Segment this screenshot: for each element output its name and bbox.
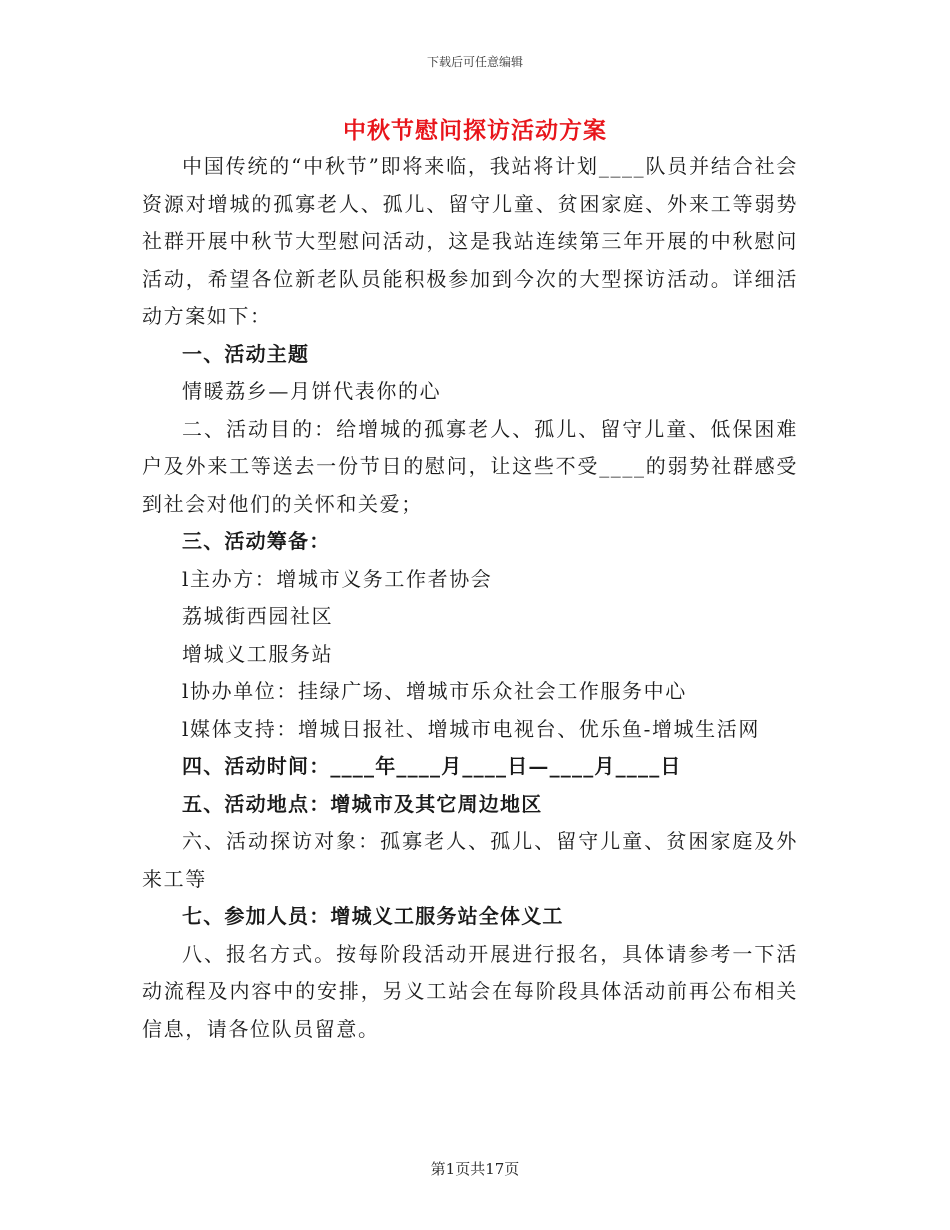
- paragraph-registration: 八、报名方式。按每阶段活动开展进行报名，具体请参考一下活动流程及内容中的安排，另义工站会在每阶段具体活动前再公布相关信息，请各位队员留意。: [142, 941, 798, 1041]
- heading-time: 四、活动时间：____年____月____日—____月____日: [182, 754, 682, 778]
- list-item-media: l媒体支持：增城日报社、增城市电视台、优乐鱼-增城生活网: [182, 716, 760, 741]
- list-item-organizer: l主办方：增城市义务工作者协会: [182, 566, 493, 591]
- paragraph-targets: 六、活动探访对象：孤寡老人、孤儿、留守儿童、贫困家庭及外来工等: [142, 829, 798, 891]
- heading-preparation: 三、活动筹备：: [182, 529, 331, 553]
- paragraph-intro: 中国传统的“中秋节”即将来临，我站将计划____队员并结合社会资源对增城的孤寡老人、孤儿、留守儿童、贫困家庭、外来工等弱势社群开展中秋节大型慰问活动，这是我站连续第三年开展的中秋慰问活动，希望各位新老队员能积极参加到今次的大型探访活动。详细活动方案如下：: [142, 154, 798, 328]
- list-item-organizer-2: 荔城街西园社区: [182, 604, 334, 628]
- heading-theme: 一、活动主题: [182, 341, 310, 366]
- paragraph-purpose: 二、活动目的：给增城的孤寡老人、孤儿、留守儿童、低保困难户及外来工等送去一份节日的慰问，让这些不受____的弱势社群感受到社会对他们的关怀和关爱；: [142, 416, 798, 516]
- list-item-co-organizer: l协办单位：挂绿广场、增城市乐众社会工作服务中心: [182, 679, 687, 703]
- document-title: 中秋节慰问探访活动方案: [343, 117, 607, 144]
- page-footer: 第1页共17页: [430, 1160, 520, 1178]
- paragraph-theme: 情暖荔乡—月饼代表你的心: [182, 379, 442, 403]
- list-item-organizer-3: 增城义工服务站: [182, 641, 334, 666]
- document-body: [142, 148, 798, 1048]
- heading-participants: 七、参加人员：增城义工服务站全体义工: [182, 904, 564, 928]
- heading-location: 五、活动地点：增城市及其它周边地区: [182, 791, 543, 816]
- header-note: 下载后可任意编辑: [426, 55, 523, 69]
